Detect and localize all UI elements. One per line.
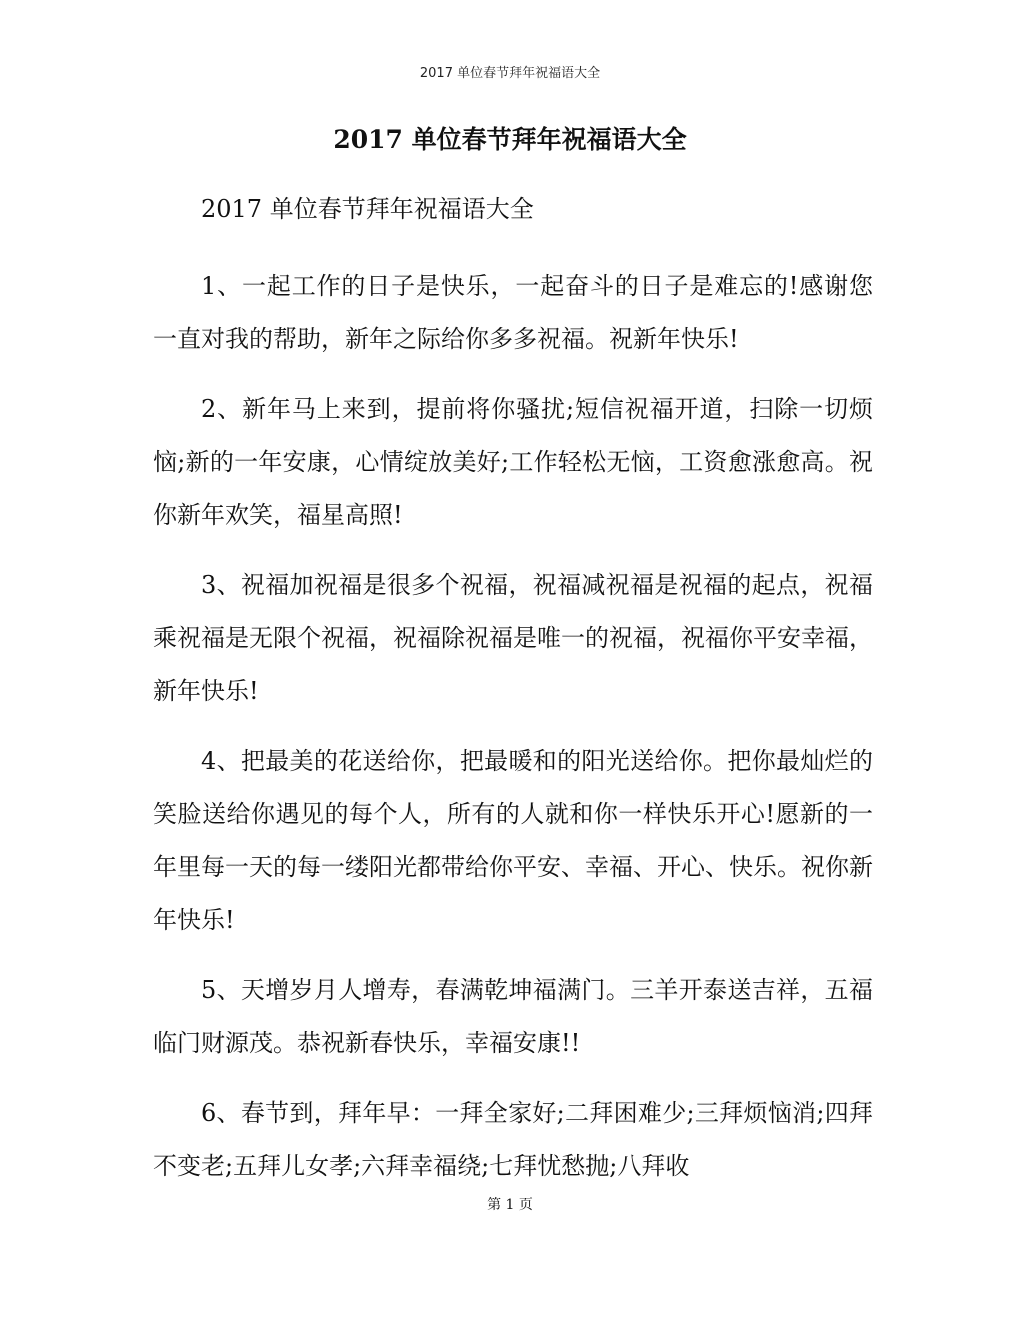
paragraph: 6、春节到，拜年早：一拜全家好;二拜困难少;三拜烦恼消;四拜不变老;五拜儿女孝;六拜幸福绕;七拜忧愁抛;八拜收 (153, 1099, 873, 1180)
page-number: 第 1 页 (487, 1197, 533, 1213)
document-title: 2017 单位春节拜年祝福语大全 (333, 125, 687, 154)
running-header: 2017 单位春节拜年祝福语大全 (419, 66, 601, 81)
paragraph: 5、天增岁月人增寿，春满乾坤福满门。三羊开泰送吉祥，五福临门财源茂。恭祝新春快乐，幸福安康!! (153, 976, 873, 1057)
subtitle-paragraph: 2017 单位春节拜年祝福语大全 (201, 195, 534, 223)
paragraph: 1、一起工作的日子是快乐，一起奋斗的日子是难忘的!感谢您一直对我的帮助，新年之际给你多多祝福。祝新年快乐! (153, 272, 873, 353)
document-body (153, 183, 873, 1210)
paragraph: 3、祝福加祝福是很多个祝福，祝福减祝福是祝福的起点，祝福乘祝福是无限个祝福，祝福除祝福是唯一的祝福，祝福你平安幸福，新年快乐! (153, 571, 873, 705)
paragraph: 4、把最美的花送给你，把最暖和的阳光送给你。把你最灿烂的笑脸送给你遇见的每个人，所有的人就和你一样快乐开心!愿新的一年里每一天的每一缕阳光都带给你平安、幸福、开心、快乐。祝你新年快乐! (153, 747, 873, 934)
paragraph: 2、新年马上来到，提前将你骚扰;短信祝福开道，扫除一切烦恼;新的一年安康，心情绽放美好;工作轻松无恼，工资愈涨愈高。祝你新年欢笑，福星高照! (153, 395, 873, 529)
